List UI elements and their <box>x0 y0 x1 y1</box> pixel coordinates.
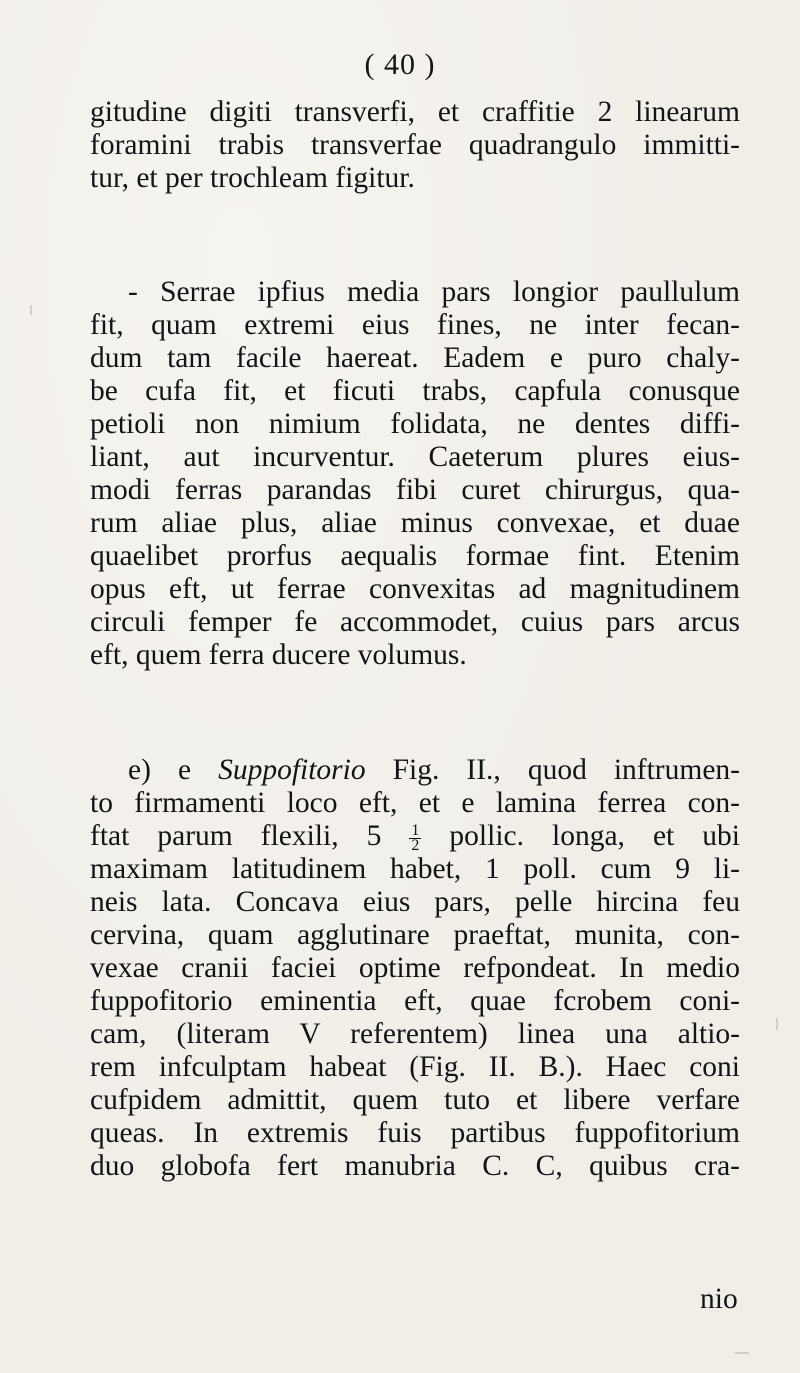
catchword: nio <box>700 1283 738 1315</box>
text-line: dum tam facile haereat. Eadem e puro chaly- <box>90 342 740 374</box>
paper-speck <box>776 1018 778 1030</box>
page-number: ( 40 ) <box>364 48 436 81</box>
text-line: duo globofa fert manubria C. C, quibus cra- <box>90 1150 740 1182</box>
text-line: petioli non nimium folidata, ne dentes diffi- <box>90 408 740 440</box>
text-line: fuppofitorio eminentia eft, quae fcrobem coni- <box>90 985 740 1017</box>
fraction-denominator: 2 <box>411 836 420 854</box>
text-line: cervina, quam agglutinare praeftat, munita, con- <box>90 919 740 951</box>
text-line: queas. In extremis fuis partibus fuppofitorium <box>90 1117 740 1149</box>
text-line: fit, quam extremi eius fines, ne inter fecan- <box>90 309 740 341</box>
italic-term: Suppofitorio <box>218 754 366 786</box>
paper-speck <box>396 112 397 126</box>
paragraph-2 <box>90 276 740 672</box>
text-line: opus eft, ut ferrae convexitas ad magnitudinem <box>90 573 740 605</box>
text-line: quaelibet prorfus aequalis formae fint. Etenim <box>90 540 740 572</box>
text-line <box>90 820 740 853</box>
paper-speck <box>735 1352 749 1354</box>
text-fragment: ftat parum flexili, 5 <box>90 820 410 852</box>
text-line: neis lata. Concava eius pars, pelle hircina feu <box>90 886 740 918</box>
fraction-numerator: 1 <box>411 821 420 839</box>
text-fragment: pollic. longa, et ubi <box>421 820 740 852</box>
text-line: modi ferras parandas fibi curet chirurgus, qua- <box>90 474 740 506</box>
text-line: maximam latitudinem habet, 1 poll. cum 9 li- <box>90 853 740 885</box>
text-line: foramini trabis transverfae quadrangulo immitti- <box>90 129 740 161</box>
text-line: circuli femper fe accommodet, cuius pars arcus <box>90 606 740 638</box>
paragraph-3 <box>90 754 740 1183</box>
text-line: gitudine digiti transverfi, et craffitie 2 linearum <box>90 96 740 128</box>
text-line: rem infculptam habeat (Fig. II. B.). Haec coni <box>90 1051 740 1083</box>
text-fragment: e) e <box>128 754 219 786</box>
text-line: rum aliae plus, aliae minus convexae, et duae <box>90 507 740 539</box>
text-line: cam, (literam V referentem) linea una altio- <box>90 1018 740 1050</box>
fraction <box>409 821 421 854</box>
text-line: vexae cranii faciei optime refpondeat. In medio <box>90 952 740 984</box>
text-line: eft, quem ferra ducere volumus. <box>90 639 467 671</box>
paragraph-1 <box>90 96 740 195</box>
text-line: liant, aut incurventur. Caeterum plures eius- <box>90 441 740 473</box>
text-line: cufpidem admittit, quem tuto et libere verfare <box>90 1084 740 1116</box>
text-line: be cufa fit, et ficuti trabs, capfula conusque <box>90 375 740 407</box>
text-line: - Serrae ipfius media pars longior paullulum <box>128 276 740 308</box>
text-line: to firmamenti loco eft, et e lamina ferrea con- <box>90 787 740 819</box>
paper-speck <box>30 305 32 315</box>
text-fragment: Fig. II., quod inftrumen- <box>365 754 740 786</box>
text-line <box>90 754 740 787</box>
text-line: tur, et per trochleam figitur. <box>90 162 415 194</box>
